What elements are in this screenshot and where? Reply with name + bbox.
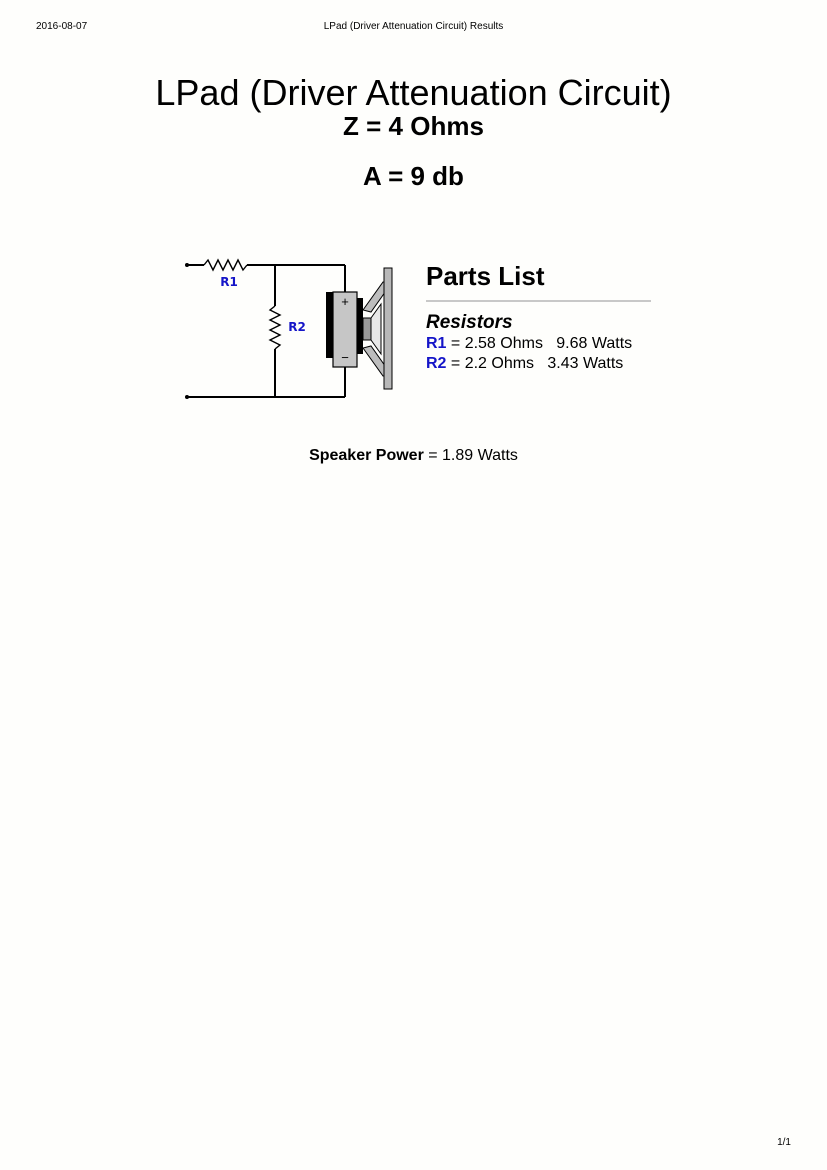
page-number: 1/1 — [777, 1137, 791, 1148]
header-date: 2016-08-07 — [36, 21, 88, 32]
parts-divider — [426, 300, 651, 302]
resistor-spec: = 2.2 Ohms 3.43 Watts — [446, 355, 624, 372]
speaker-icon — [326, 268, 392, 389]
resistor-label: R2 — [426, 355, 447, 372]
parts-list — [426, 260, 651, 374]
input-terminal-bottom — [185, 395, 189, 399]
minus-sign: − — [341, 350, 349, 365]
resistor-label: R1 — [426, 335, 447, 352]
r1-label: R1 — [220, 275, 238, 289]
r2-resistor-symbol — [270, 306, 280, 349]
speaker-power — [0, 446, 827, 466]
impedance-heading: Z = 4 Ohms — [343, 111, 484, 141]
speaker-power-label: Speaker Power — [309, 447, 424, 464]
lpad-circuit-diagram — [182, 258, 398, 406]
resistor-row-r1 — [426, 334, 651, 354]
header-title: LPad (Driver Attenuation Circuit) Results — [323, 21, 504, 32]
plus-sign: + — [341, 294, 349, 309]
attenuation-heading: A = 9 db — [363, 161, 464, 191]
r2-label: R2 — [288, 320, 306, 334]
input-terminal-top — [185, 263, 189, 267]
resistor-spec: = 2.58 Ohms 9.68 Watts — [446, 335, 633, 352]
parts-list-title: Parts List — [426, 261, 545, 291]
page-title: LPad (Driver Attenuation Circuit) — [155, 72, 672, 114]
r1-resistor-symbol — [204, 260, 247, 270]
resistors-heading: Resistors — [426, 312, 513, 333]
speaker-power-value: = 1.89 Watts — [423, 447, 518, 464]
resistor-row-r2 — [426, 354, 651, 374]
